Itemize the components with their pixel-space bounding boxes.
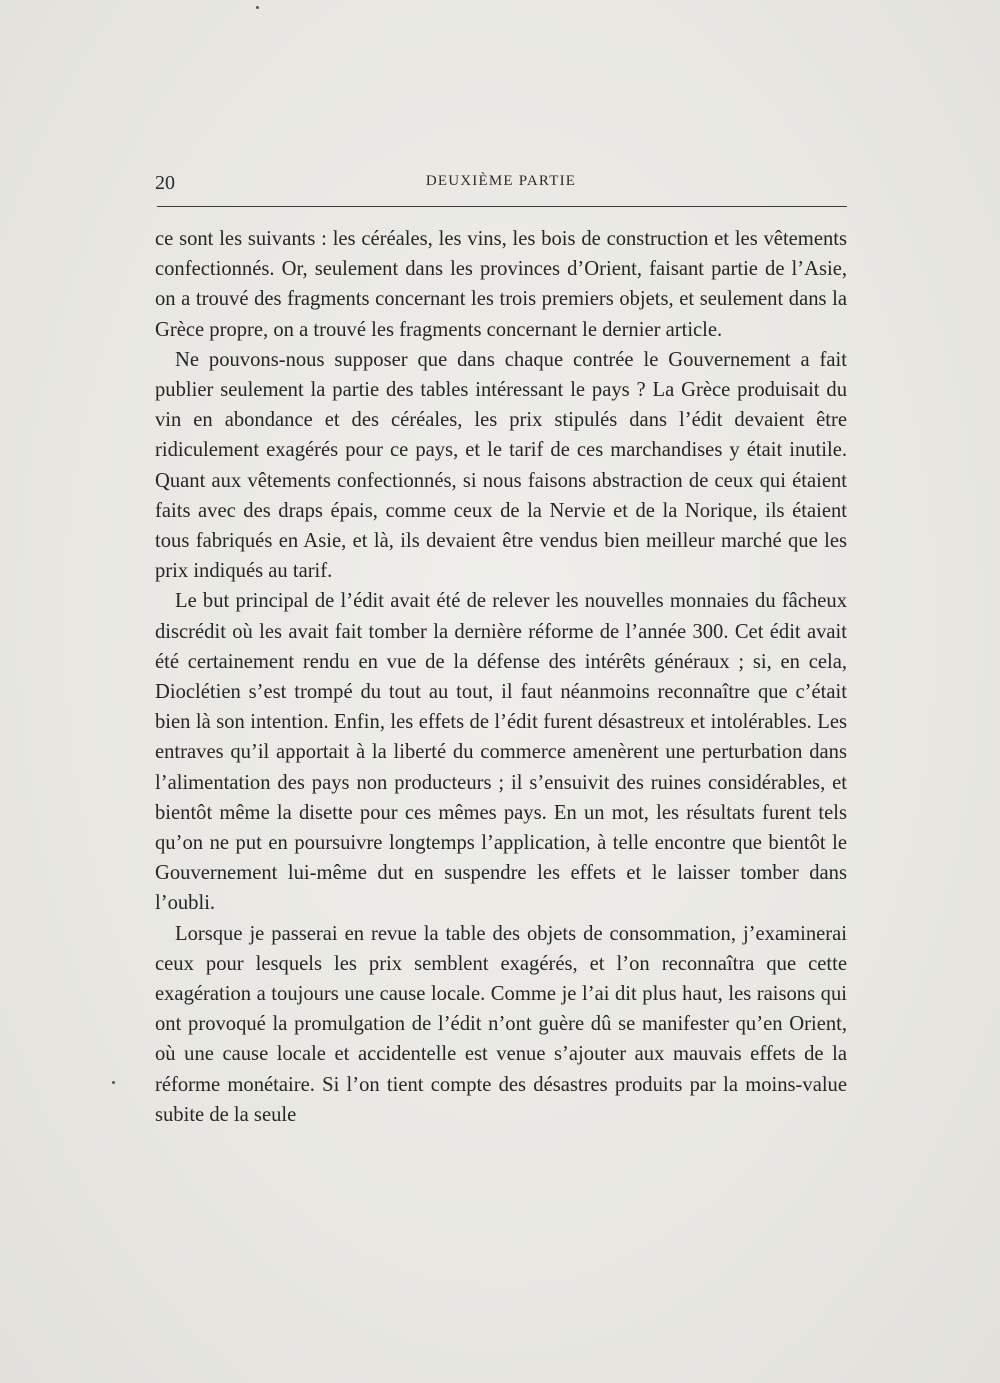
running-head: DEUXIÈME PARTIE <box>425 173 577 189</box>
paragraph: Lorsque je passerai en revue la table des objets de consommation, j’examinerai ceux pour lesquels les prix semblent exagérés, et l’on reconnaîtra que cette exagération a toujours une cause locale. Comme je l’ai dit plus haut, les raisons qui ont provoqué la promulgation de l’édit n’ont guère dû se manifester qu’en Orient, où une cause locale et accidentelle est venue s’ajouter aux mauvais effets de la réforme monétaire. Si l’on tient compte des désastres produits par la moins-value subite de la seule <box>155 922 847 1126</box>
paper-speck <box>256 6 259 9</box>
page-number: 20 <box>155 172 175 194</box>
paragraph: ce sont les suivants : les céréales, les vins, les bois de construction et les vêtements confectionnés. Or, seulement dans les provinces d’Orient, faisant partie de l’Asie, on a trouvé des fragments concernant les trois premiers objets, et seulement dans la Grèce propre, on a trouvé les fragments concernant le dernier article. <box>155 228 847 341</box>
page-header <box>155 170 847 196</box>
paper-speck <box>112 1081 115 1084</box>
header-rule <box>157 206 847 207</box>
body-text <box>155 224 847 1130</box>
paragraph: Ne pouvons-nous supposer que dans chaque contrée le Gouvernement a fait publier seulement la partie des tables intéressant le pays ? La Grèce produisait du vin en abondance et des céréales, les prix stipulés dans l’édit devaient être ridiculement exagérés pour ce pays, et le tarif de ces marchandises y était inutile. Quant aux vêtements confectionnés, si nous faisons abstraction de ceux qui étaient faits avec des draps épais, comme ceux de la Nervie et de la Norique, ils étaient tous fabriqués en Asie, et là, ils devaient être vendus bien meilleur marché que les prix indiqués au tarif. <box>155 348 847 583</box>
paragraph: Le but principal de l’édit avait été de relever les nouvelles monnaies du fâcheux discrédit où les avait fait tomber la dernière réforme de l’année 300. Cet édit avait été certainement rendu en vue de la défense des intérêts généraux ; si, en cela, Dioclétien s’est trompé du tout au tout, il faut néanmoins reconnaître que c’était bien là son intention. Enfin, les effets de l’édit furent désastreux et intolérables. Les entraves qu’il apportait à la liberté du commerce amenèrent une perturbation dans l’alimentation des pays non producteurs ; il s’ensuivit des ruines considérables, et bientôt même la disette pour ces mêmes pays. En un mot, les résultats furent tels qu’on ne put en poursuivre longtemps l’application, à telle encontre que bientôt le Gouvernement lui-même dut en suspendre les effets et le laisser tomber dans l’oubli. <box>155 590 847 915</box>
